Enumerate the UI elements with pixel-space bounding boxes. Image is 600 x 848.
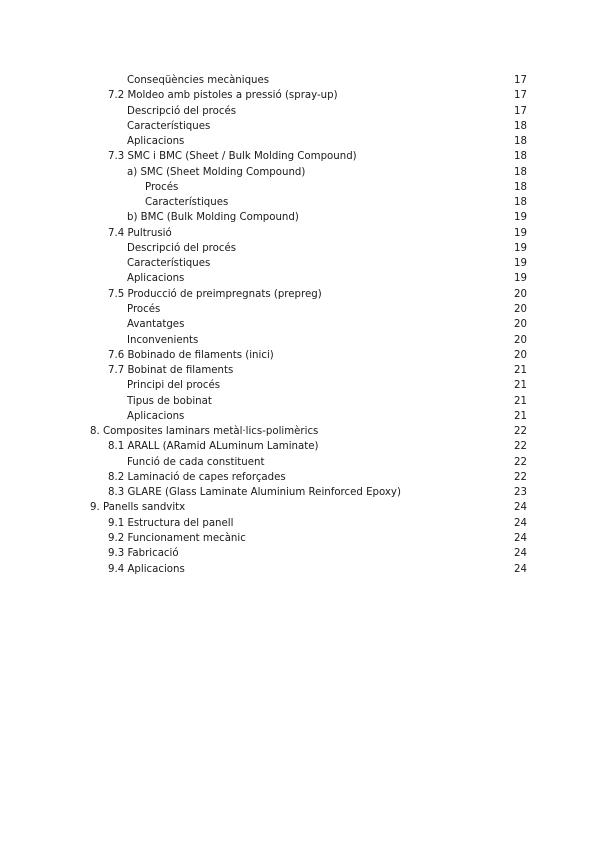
toc-entry-page: 24 [514, 532, 527, 544]
toc-entry[interactable] [0, 485, 600, 500]
toc-entry-label: 8. Composites laminars metàl·lics-polimèrics [90, 426, 319, 438]
toc-entry[interactable] [0, 241, 600, 256]
toc-entry[interactable] [0, 302, 600, 317]
toc-entry-label: Inconvenients [127, 334, 199, 346]
toc-entry-label: Tipus de bobinat [127, 395, 212, 407]
toc-entry-label: Característiques [127, 258, 211, 270]
toc-entry[interactable] [0, 546, 600, 561]
toc-entry-page: 21 [514, 365, 527, 377]
toc-entry[interactable] [0, 348, 600, 363]
table-of-contents [0, 73, 600, 577]
toc-entry-label: 8.3 GLARE (Glass Laminate Aluminium Reinforced Epoxy) [108, 487, 401, 499]
toc-entry-label: 7.5 Producció de preimpregnats (prepreg) [108, 288, 322, 300]
toc-entry-page: 24 [514, 563, 527, 575]
toc-entry-page: 19 [514, 258, 527, 270]
toc-entry[interactable] [0, 470, 600, 485]
toc-entry-page: 17 [514, 105, 527, 117]
toc-entry-label: 7.6 Bobinado de filaments (inici) [108, 349, 274, 361]
toc-entry-label: 9.1 Estructura del panell [108, 517, 234, 529]
toc-entry[interactable] [0, 271, 600, 286]
toc-entry-page: 19 [514, 242, 527, 254]
toc-entry-page: 19 [514, 227, 527, 239]
toc-entry[interactable] [0, 210, 600, 225]
toc-entry[interactable] [0, 363, 600, 378]
toc-entry[interactable] [0, 165, 600, 180]
toc-entry-label: Funció de cada constituent [127, 456, 265, 468]
toc-entry-page: 22 [514, 456, 527, 468]
toc-entry-label: 9.4 Aplicacions [108, 563, 185, 575]
toc-entry-page: 22 [514, 426, 527, 438]
toc-entry-page: 18 [514, 136, 527, 148]
toc-entry-label: Característiques [127, 120, 211, 132]
toc-entry-page: 22 [514, 471, 527, 483]
toc-entry[interactable] [0, 333, 600, 348]
toc-entry-label: 7.3 SMC i BMC (Sheet / Bulk Molding Compound) [108, 151, 357, 163]
toc-entry[interactable] [0, 73, 600, 88]
toc-entry-label: Descripció del procés [127, 105, 237, 117]
toc-entry-page: 19 [514, 212, 527, 224]
toc-entry-label: 7.2 Moldeo amb pistoles a pressió (spray-up) [108, 90, 338, 102]
toc-entry-page: 20 [514, 349, 527, 361]
toc-entry-page: 23 [514, 487, 527, 499]
toc-entry[interactable] [0, 409, 600, 424]
toc-entry-label: Conseqüències mecàniques [127, 75, 270, 86]
toc-entry-label: 8.1 ARALL (ARamid ALuminum Laminate) [108, 441, 319, 453]
toc-entry-label: a) SMC (Sheet Molding Compound) [127, 166, 306, 178]
toc-entry-page: 18 [514, 181, 527, 193]
toc-entry[interactable] [0, 226, 600, 241]
toc-entry-page: 24 [514, 517, 527, 529]
toc-entry-label: 9.3 Fabricació [108, 548, 179, 560]
toc-entry-page: 18 [514, 166, 527, 178]
toc-entry-label: Característiques [145, 197, 229, 209]
toc-entry[interactable] [0, 287, 600, 302]
toc-entry-page: 18 [514, 197, 527, 209]
toc-entry-label: b) BMC (Bulk Molding Compound) [127, 212, 299, 224]
toc-entry[interactable] [0, 134, 600, 149]
toc-entry-label: Aplicacions [127, 136, 185, 148]
toc-entry-page: 17 [514, 75, 527, 86]
toc-entry[interactable] [0, 195, 600, 210]
toc-entry[interactable] [0, 439, 600, 454]
toc-entry-label: Principi del procés [127, 380, 221, 392]
toc-entry-page: 22 [514, 441, 527, 453]
toc-entry-page: 21 [514, 395, 527, 407]
toc-entry-label: 9. Panells sandvitx [90, 502, 186, 514]
toc-entry-page: 24 [514, 502, 527, 514]
toc-entry[interactable] [0, 531, 600, 546]
toc-entry[interactable] [0, 119, 600, 134]
toc-entry-page: 17 [514, 90, 527, 102]
toc-entry-label: Descripció del procés [127, 242, 237, 254]
toc-entry-page: 20 [514, 303, 527, 315]
toc-entry[interactable] [0, 378, 600, 393]
toc-entry[interactable] [0, 562, 600, 577]
toc-entry[interactable] [0, 500, 600, 515]
toc-entry-label: 8.2 Laminació de capes reforçades [108, 471, 286, 483]
toc-entry-page: 20 [514, 319, 527, 331]
toc-entry-page: 24 [514, 548, 527, 560]
toc-entry-page: 21 [514, 380, 527, 392]
toc-entry-label: Aplicacions [127, 410, 185, 422]
toc-entry-page: 20 [514, 334, 527, 346]
toc-entry[interactable] [0, 104, 600, 119]
toc-entry-label: 7.7 Bobinat de filaments [108, 365, 234, 377]
toc-entry-label: Procés [127, 303, 161, 315]
toc-entry-label: Aplicacions [127, 273, 185, 285]
toc-entry[interactable] [0, 180, 600, 195]
toc-entry-label: 9.2 Funcionament mecànic [108, 532, 246, 544]
toc-entry-page: 18 [514, 151, 527, 163]
toc-entry-page: 20 [514, 288, 527, 300]
toc-entry-label: Avantatges [127, 319, 185, 331]
toc-entry-page: 21 [514, 410, 527, 422]
toc-entry[interactable] [0, 424, 600, 439]
toc-entry-page: 19 [514, 273, 527, 285]
toc-entry[interactable] [0, 149, 600, 164]
toc-entry[interactable] [0, 256, 600, 271]
toc-entry[interactable] [0, 394, 600, 409]
toc-entry[interactable] [0, 317, 600, 332]
toc-entry[interactable] [0, 516, 600, 531]
toc-entry[interactable] [0, 455, 600, 470]
toc-entry-label: 7.4 Pultrusió [108, 227, 172, 239]
toc-entry[interactable] [0, 88, 600, 103]
toc-entry-page: 18 [514, 120, 527, 132]
toc-entry-label: Procés [145, 181, 179, 193]
